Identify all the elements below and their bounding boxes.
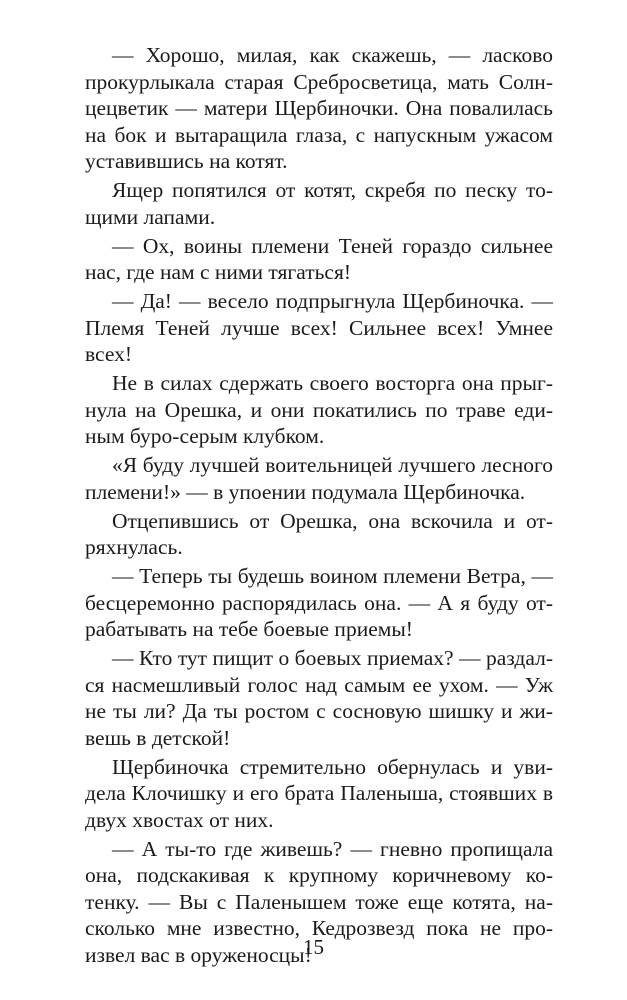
paragraph-6: «Я буду лучшей воительницей лучшего лесного племени!» — в упоении подумала Щербиночка. xyxy=(85,453,553,504)
paragraph-10: Щербиночка стремительно обернулась и увидела Клочишку и его брата Паленыша, стоявших в двух хвостах от них. xyxy=(85,754,553,832)
paragraph-11: — А ты-то где живешь? — гневно пропищала она, подскакивая к крупному коричневому котенку. — Вы с Паленышем тоже еще котята, насколько мне известно, Кедрозвезд пока не произвел вас в оруженосцы! xyxy=(85,836,553,967)
book-page-text xyxy=(85,42,553,971)
paragraph-5: Не в силах сдержать своего восторга она прыгнула на Орешка, и они покатились по траве единым буро-серым клубком. xyxy=(85,371,553,448)
paragraph-7: Отцепившись от Орешка, она вскочила и отряхнулась. xyxy=(85,508,553,559)
paragraph-2: Ящер попятился от котят, скребя по песку тощими лапами. xyxy=(85,178,553,229)
paragraph-3: — Ох, воины племени Теней гораздо сильнее нас, где нам с ними тягаться! xyxy=(85,233,553,284)
paragraph-8: — Теперь ты будешь воином племени Ветра, — бесцеремонно распорядилась она. — А я буду отрабатывать на тебе боевые приемы! xyxy=(85,564,553,641)
paragraph-4: — Да! — весело подпрыгнула Щербиночка. — Племя Теней лучше всех! Сильнее всех! Умнее всех! xyxy=(85,289,553,366)
page-number: 15 xyxy=(303,935,324,959)
paragraph-1: — Хорошо, милая, как скажешь, — ласково прокурлыкала старая Сребросветица, мать Солнцецветик — матери Щербиночки. Она повалилась на бок и вытаращила глаза, с напускным ужасом уставившись на котят. xyxy=(85,43,553,173)
paragraph-9: — Кто тут пищит о боевых приемах? — раздался насмешливый голос над самым ее ухом. — Уж не ты ли? Да ты ростом с сосновую шишку и живешь в детской! xyxy=(85,646,553,750)
